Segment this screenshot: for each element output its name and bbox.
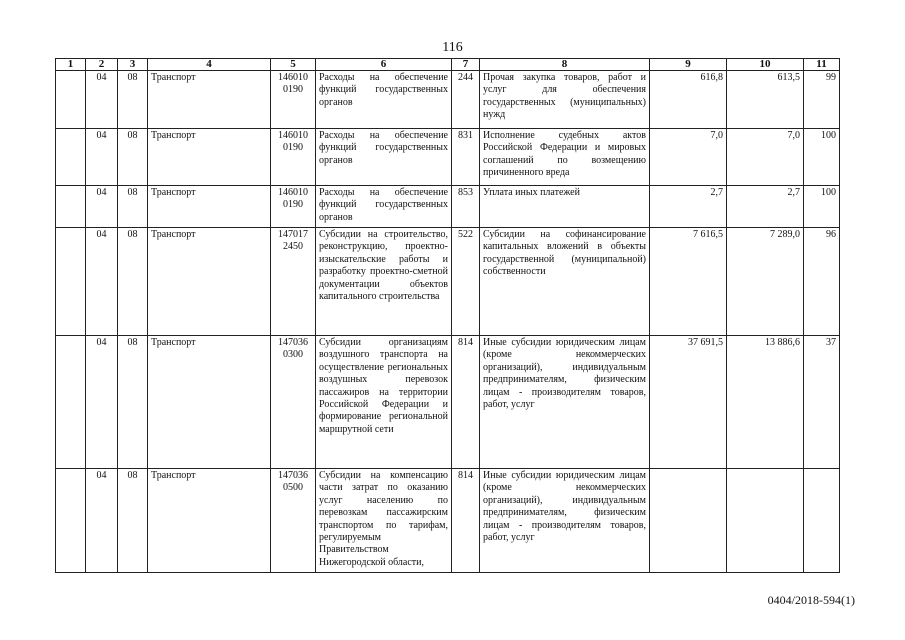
cell-planned: 616,8 <box>650 71 727 129</box>
cell-executed: 7,0 <box>727 129 804 186</box>
cell-expense-code: 814 <box>452 336 480 469</box>
col-header: 1 <box>56 59 86 71</box>
cell-executed: 2,7 <box>727 186 804 228</box>
col-header: 9 <box>650 59 727 71</box>
cell-expense-code: 853 <box>452 186 480 228</box>
document-code: 0404/2018-594(1) <box>767 593 855 607</box>
cell-percent <box>804 469 840 573</box>
cell-section: 04 <box>86 469 118 573</box>
cell-empty <box>56 469 86 573</box>
cell-section: 04 <box>86 228 118 336</box>
cell-expense-code: 814 <box>452 469 480 573</box>
col-header: 5 <box>271 59 316 71</box>
cell-target-code: 147036 0300 <box>271 336 316 469</box>
col-header: 4 <box>148 59 271 71</box>
cell-name: Транспорт <box>148 129 271 186</box>
cell-subsection: 08 <box>118 129 148 186</box>
cell-empty <box>56 336 86 469</box>
cell-empty <box>56 71 86 129</box>
table-row <box>56 228 840 336</box>
cell-target-code: 146010 0190 <box>271 71 316 129</box>
cell-section: 04 <box>86 186 118 228</box>
col-header: 8 <box>480 59 650 71</box>
cell-executed: 613,5 <box>727 71 804 129</box>
col-header: 10 <box>727 59 804 71</box>
cell-empty <box>56 186 86 228</box>
cell-percent: 99 <box>804 71 840 129</box>
cell-planned: 7 616,5 <box>650 228 727 336</box>
col-header: 11 <box>804 59 840 71</box>
table-row <box>56 469 840 573</box>
cell-target-code: 146010 0190 <box>271 186 316 228</box>
table-row <box>56 71 840 129</box>
cell-name: Транспорт <box>148 469 271 573</box>
cell-target-name: Расходы на обеспечение функций государственных органов <box>316 71 452 129</box>
cell-section: 04 <box>86 129 118 186</box>
cell-target-code: 147017 2450 <box>271 228 316 336</box>
cell-expense-code: 522 <box>452 228 480 336</box>
cell-planned: 2,7 <box>650 186 727 228</box>
cell-subsection: 08 <box>118 228 148 336</box>
cell-target-code: 147036 0500 <box>271 469 316 573</box>
cell-target-name: Субсидии на строительство, реконструкцию, проектно-изыскательские работы и разработку проектно-сметной документации объектов капитального строительства <box>316 228 452 336</box>
cell-subsection: 08 <box>118 71 148 129</box>
cell-section: 04 <box>86 336 118 469</box>
cell-target-name: Субсидии на компенсацию части затрат по оказанию услуг населению по перевозкам пассажирским транспортом по тарифам, регулируемым Правительством Нижегородской области, <box>316 469 452 573</box>
cell-name: Транспорт <box>148 228 271 336</box>
cell-empty <box>56 228 86 336</box>
header-row <box>56 59 840 71</box>
cell-expense-code: 244 <box>452 71 480 129</box>
cell-target-code: 146010 0190 <box>271 129 316 186</box>
cell-percent: 100 <box>804 129 840 186</box>
cell-executed: 7 289,0 <box>727 228 804 336</box>
cell-executed <box>727 469 804 573</box>
cell-planned: 7,0 <box>650 129 727 186</box>
cell-name: Транспорт <box>148 186 271 228</box>
cell-subsection: 08 <box>118 469 148 573</box>
cell-executed: 13 886,6 <box>727 336 804 469</box>
col-header: 7 <box>452 59 480 71</box>
cell-expense-name: Уплата иных платежей <box>480 186 650 228</box>
table-row <box>56 336 840 469</box>
cell-empty <box>56 129 86 186</box>
col-header: 2 <box>86 59 118 71</box>
cell-percent: 37 <box>804 336 840 469</box>
table-row <box>56 129 840 186</box>
cell-expense-name: Иные субсидии юридическим лицам (кроме некоммерческих организаций), индивидуальным предпринимателям, физическим лицам - производителям товаров, работ, услуг <box>480 469 650 573</box>
cell-name: Транспорт <box>148 336 271 469</box>
cell-target-name: Расходы на обеспечение функций государственных органов <box>316 186 452 228</box>
cell-expense-name: Субсидии на софинансирование капитальных вложений в объекты государственной (муниципальной) собственности <box>480 228 650 336</box>
budget-table <box>55 58 840 573</box>
cell-planned <box>650 469 727 573</box>
cell-expense-name: Исполнение судебных актов Российской Федерации и мировых соглашений по возмещению причиненного вреда <box>480 129 650 186</box>
cell-expense-code: 831 <box>452 129 480 186</box>
col-header: 3 <box>118 59 148 71</box>
table-row <box>56 186 840 228</box>
cell-percent: 96 <box>804 228 840 336</box>
col-header: 6 <box>316 59 452 71</box>
cell-planned: 37 691,5 <box>650 336 727 469</box>
cell-expense-name: Иные субсидии юридическим лицам (кроме некоммерческих организаций), индивидуальным предпринимателям, физическим лицам - производителям товаров, работ, услуг <box>480 336 650 469</box>
cell-expense-name: Прочая закупка товаров, работ и услуг для обеспечения государственных (муниципальных) нужд <box>480 71 650 129</box>
cell-subsection: 08 <box>118 336 148 469</box>
page-number: 116 <box>442 40 463 55</box>
cell-target-name: Субсидии организациям воздушного транспорта на осуществление региональных воздушных перевозок пассажиров на территории Российской Федерации и формирование региональной маршрутной сети <box>316 336 452 469</box>
cell-section: 04 <box>86 71 118 129</box>
cell-percent: 100 <box>804 186 840 228</box>
cell-name: Транспорт <box>148 71 271 129</box>
cell-target-name: Расходы на обеспечение функций государственных органов <box>316 129 452 186</box>
cell-subsection: 08 <box>118 186 148 228</box>
